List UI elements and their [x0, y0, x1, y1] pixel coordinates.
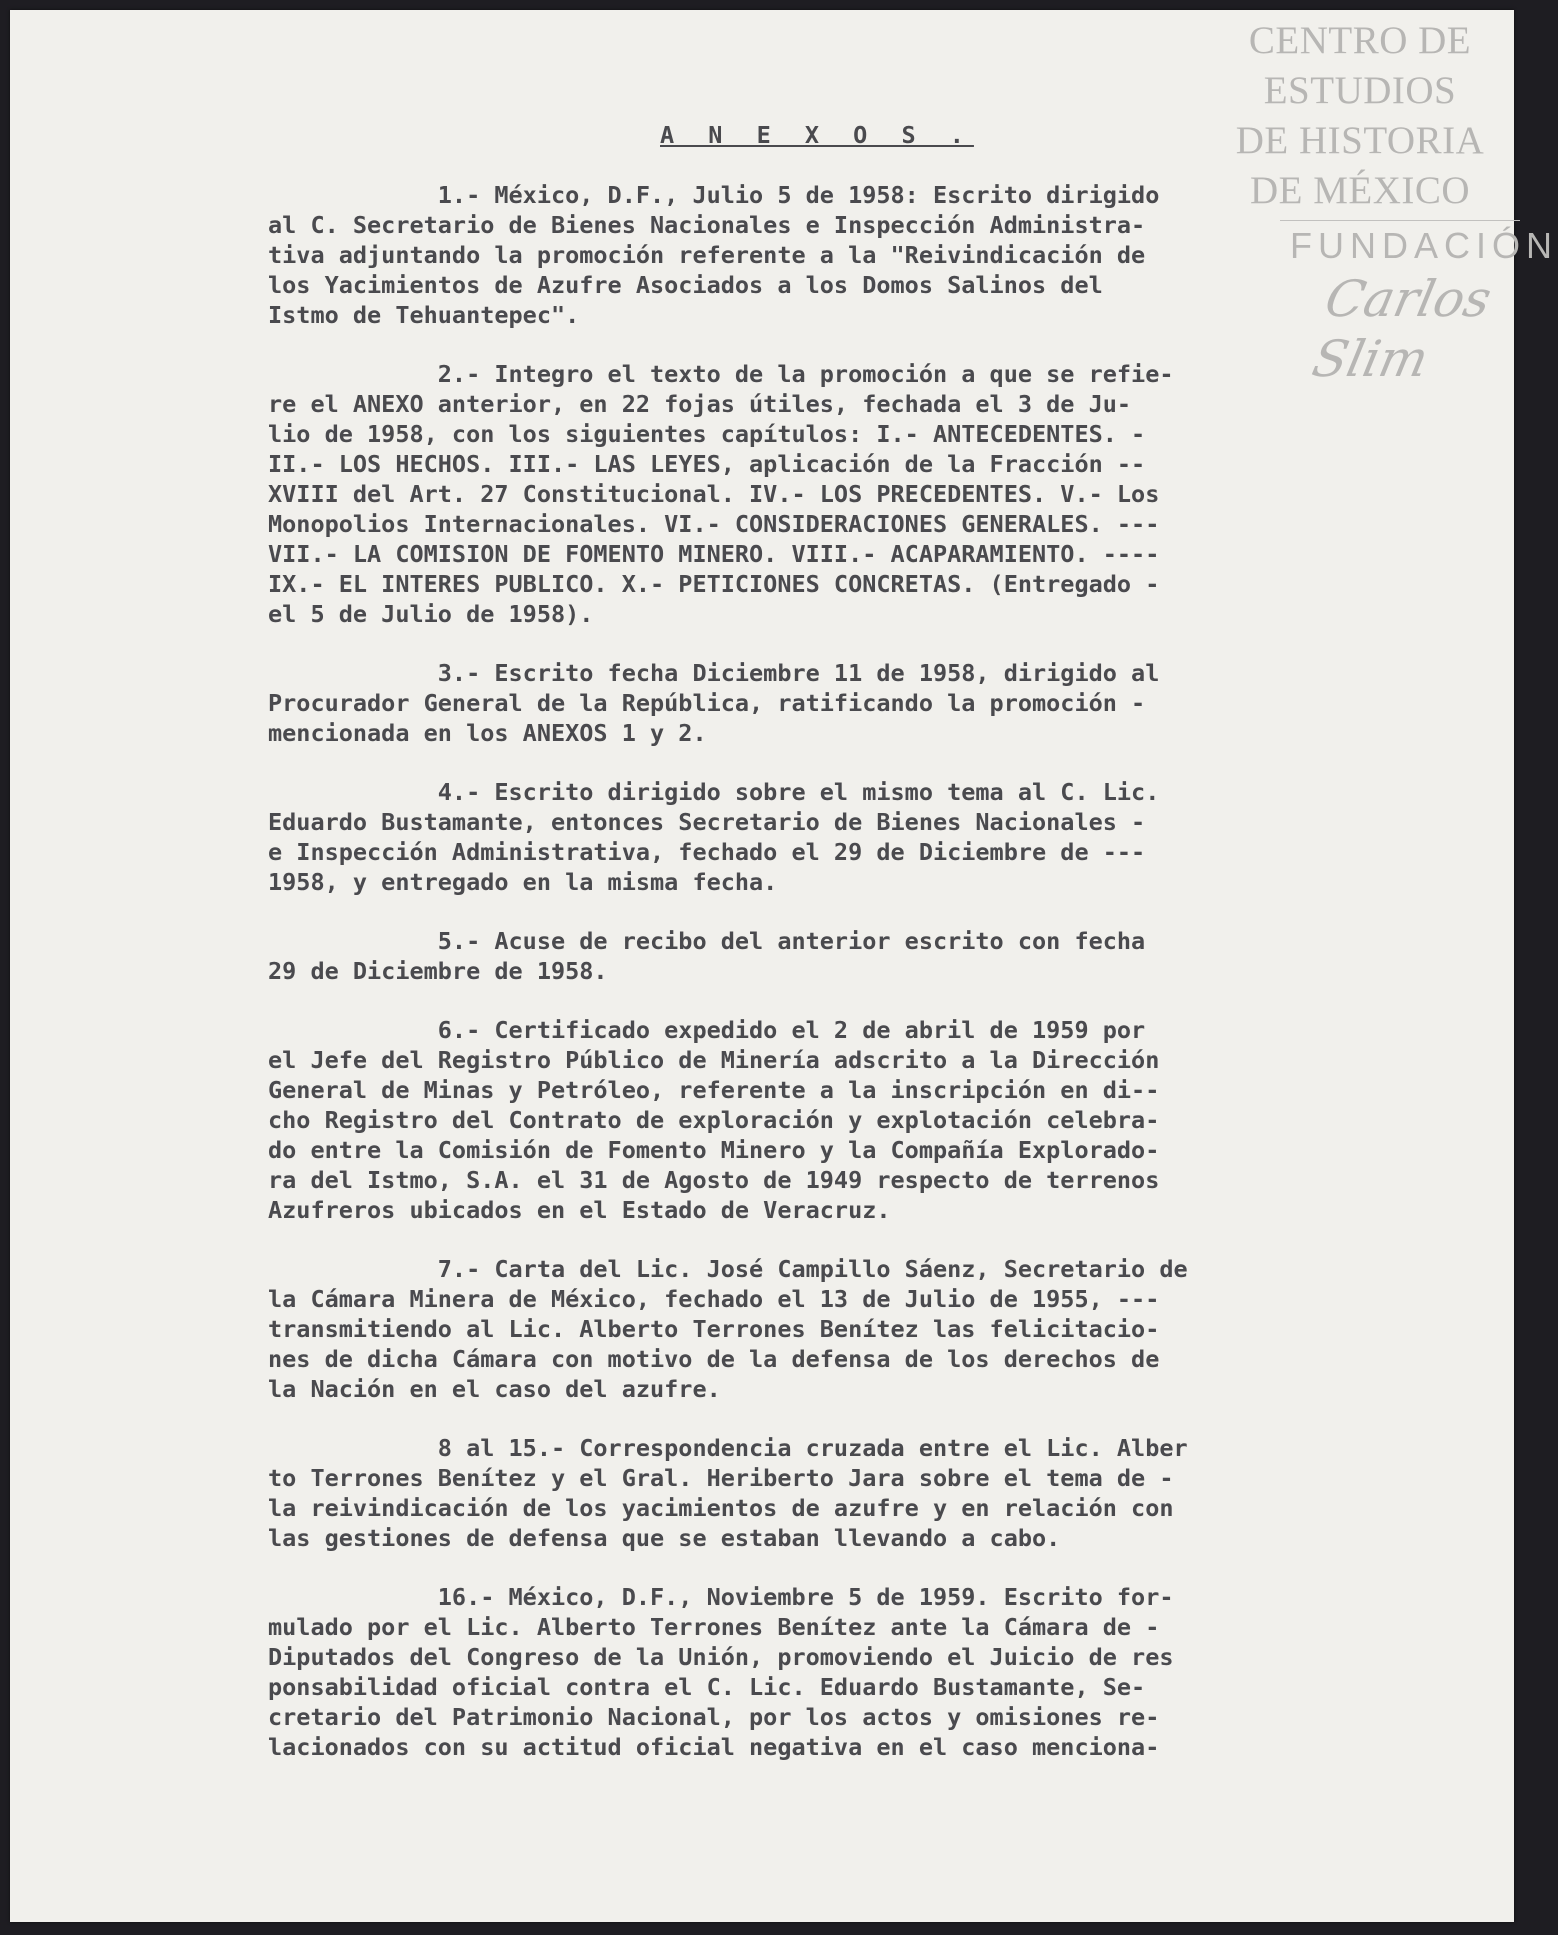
annex-paragraph: [268, 658, 1438, 748]
text-line: Istmo de Tehuantepec".: [268, 301, 580, 329]
text-line: ra del Istmo, S.A. el 31 de Agosto de 1949 respecto de terrenos: [268, 1166, 1160, 1194]
text-line: 7.- Carta del Lic. José Campillo Sáenz, Secretario de: [268, 1255, 1188, 1283]
text-line: al C. Secretario de Bienes Nacionales e Inspección Administra-: [268, 211, 1146, 239]
annex-paragraph: [268, 1582, 1438, 1762]
text-line: el Jefe del Registro Público de Minería adscrito a la Dirección: [268, 1046, 1160, 1074]
document-title: A N E X O S .: [660, 121, 974, 149]
annex-paragraph: [268, 777, 1438, 897]
text-line: lacionados con su actitud oficial negativa en el caso menciona-: [268, 1733, 1160, 1761]
document-body: [268, 120, 1438, 1791]
text-line: lio de 1958, con los siguientes capítulos: I.- ANTECEDENTES. -: [268, 420, 1146, 448]
text-line: e Inspección Administrativa, fechado el 29 de Diciembre de ---: [268, 838, 1146, 866]
text-line: transmitiendo al Lic. Alberto Terrones Benítez las felicitacio-: [268, 1315, 1160, 1343]
text-line: VII.- LA COMISION DE FOMENTO MINERO. VIII.- ACAPARAMIENTO. ----: [268, 540, 1160, 568]
watermark-signature: Carlos Slim: [1307, 270, 1497, 388]
text-line: General de Minas y Petróleo, referente a la inscripción en di--: [268, 1076, 1160, 1104]
text-line: mulado por el Lic. Alberto Terrones Benítez ante la Cámara de -: [268, 1613, 1160, 1641]
text-line: 16.- México, D.F., Noviembre 5 de 1959. Escrito for-: [268, 1583, 1174, 1611]
text-line: Azufreros ubicados en el Estado de Veracruz.: [268, 1196, 891, 1224]
annex-paragraph: [268, 180, 1438, 330]
text-line: cretario del Patrimonio Nacional, por los actos y omisiones re-: [268, 1703, 1160, 1731]
text-line: 29 de Diciembre de 1958.: [268, 957, 608, 985]
annex-list: [268, 180, 1438, 1762]
text-line: la Nación en el caso del azufre.: [268, 1375, 721, 1403]
text-line: Diputados del Congreso de la Unión, promoviendo el Juicio de res: [268, 1643, 1174, 1671]
text-line: cho Registro del Contrato de exploración y explotación celebra-: [268, 1106, 1160, 1134]
text-line: Procurador General de la República, ratificando la promoción -: [268, 689, 1146, 717]
text-line: re el ANEXO anterior, en 22 fojas útiles, fechada el 3 de Ju-: [268, 390, 1132, 418]
text-line: II.- LOS HECHOS. III.- LAS LEYES, aplicación de la Fracción --: [268, 450, 1146, 478]
annex-paragraph: [268, 1254, 1438, 1404]
text-line: 4.- Escrito dirigido sobre el mismo tema al C. Lic.: [268, 778, 1160, 806]
text-line: 1.- México, D.F., Julio 5 de 1958: Escrito dirigido: [268, 181, 1160, 209]
text-line: to Terrones Benítez y el Gral. Heriberto Jara sobre el tema de -: [268, 1464, 1174, 1492]
text-line: la reivindicación de los yacimientos de azufre y en relación con: [268, 1494, 1174, 1522]
text-line: 2.- Integro el texto de la promoción a que se refie-: [268, 360, 1174, 388]
text-line: Eduardo Bustamante, entonces Secretario de Bienes Nacionales -: [268, 808, 1146, 836]
watermark-line: DE HISTORIA: [1235, 119, 1485, 162]
text-line: tiva adjuntando la promoción referente a la "Reivindicación de: [268, 241, 1146, 269]
annex-paragraph: [268, 926, 1438, 986]
text-line: do entre la Comisión de Fomento Minero y la Compañía Explorado-: [268, 1136, 1160, 1164]
text-line: ponsabilidad oficial contra el C. Lic. Eduardo Bustamante, Se-: [268, 1673, 1146, 1701]
text-line: 1958, y entregado en la misma fecha.: [268, 868, 778, 896]
watermark-line: CENTRO DE: [1248, 19, 1472, 62]
watermark-line: DE MÉXICO: [1249, 169, 1471, 212]
text-line: 6.- Certificado expedido el 2 de abril de 1959 por: [268, 1016, 1146, 1044]
text-line: nes de dicha Cámara con motivo de la defensa de los derechos de: [268, 1345, 1160, 1373]
text-line: los Yacimientos de Azufre Asociados a los Domos Salinos del: [268, 271, 1103, 299]
text-line: 3.- Escrito fecha Diciembre 11 de 1958, dirigido al: [268, 659, 1160, 687]
text-line: IX.- EL INTERES PUBLICO. X.- PETICIONES CONCRETAS. (Entregado -: [268, 570, 1160, 598]
text-line: mencionada en los ANEXOS 1 y 2.: [268, 719, 707, 747]
text-line: XVIII del Art. 27 Constitucional. IV.- LOS PRECEDENTES. V.- Los: [268, 480, 1160, 508]
text-line: 8 al 15.- Correspondencia cruzada entre el Lic. Alber: [268, 1434, 1188, 1462]
annex-paragraph: [268, 359, 1438, 629]
text-line: Monopolios Internacionales. VI.- CONSIDERACIONES GENERALES. ---: [268, 510, 1160, 538]
watermark-line: ESTUDIOS: [1263, 69, 1457, 112]
text-line: las gestiones de defensa que se estaban llevando a cabo.: [268, 1524, 1061, 1552]
text-line: 5.- Acuse de recibo del anterior escrito con fecha: [268, 927, 1146, 955]
text-line: el 5 de Julio de 1958).: [268, 600, 594, 628]
watermark-foundation: FUNDACIÓN: [1290, 225, 1558, 266]
annex-paragraph: [268, 1433, 1438, 1553]
document-page: [10, 10, 1558, 1922]
annex-paragraph: [268, 1015, 1438, 1225]
text-line: la Cámara Minera de México, fechado el 13 de Julio de 1955, ---: [268, 1285, 1160, 1313]
